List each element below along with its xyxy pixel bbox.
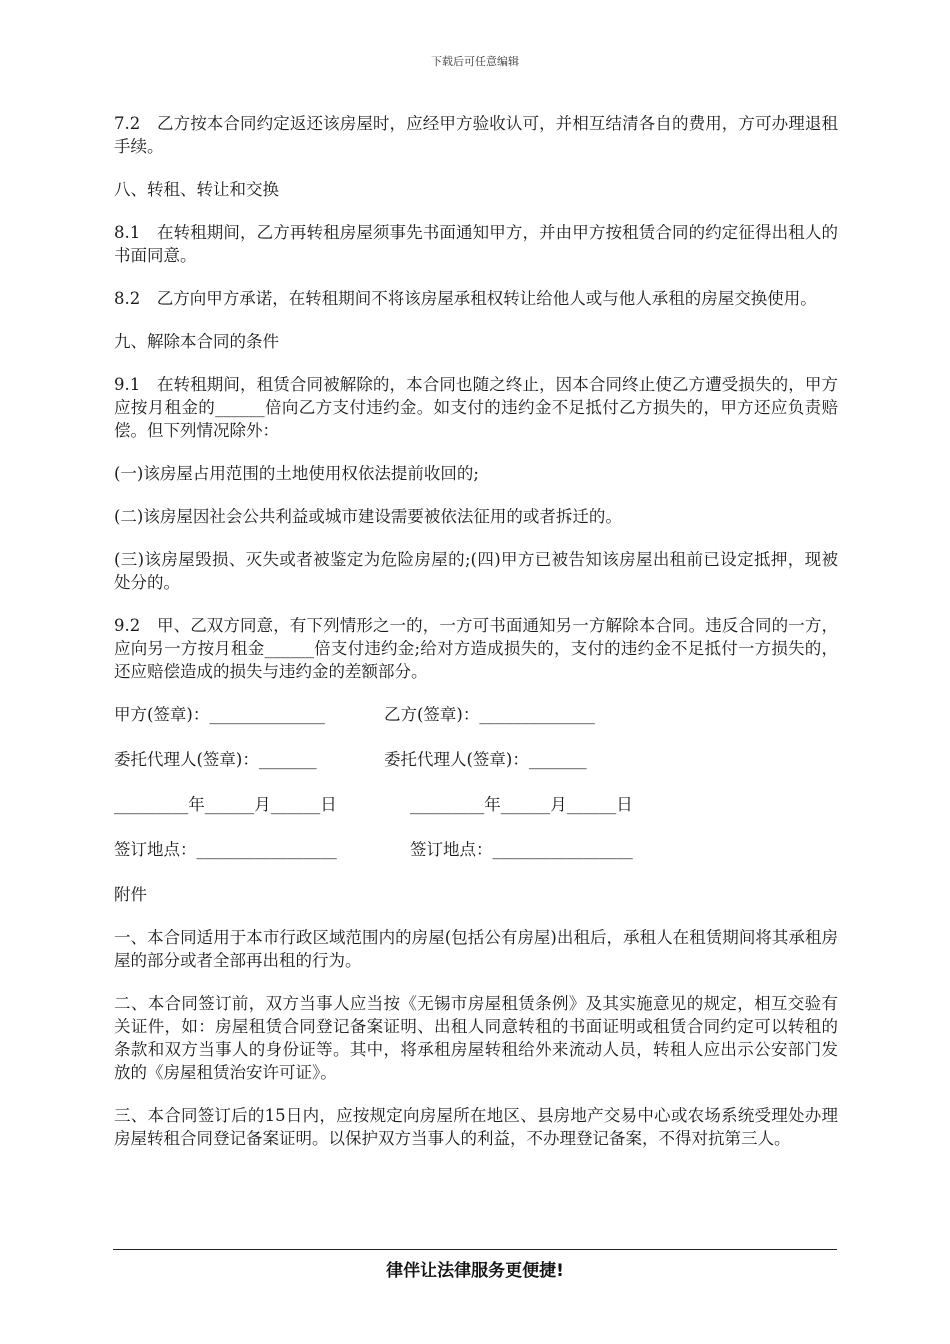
appendix-item-3: 三、本合同签订后的15日内，应按规定向房屋所在地区、县房地产交易中心或农场系统受理处办理房屋转租合同登记备案证明。以保护双方当事人的利益，不办理登记备案，不得对抗第三人。 <box>114 1106 838 1148</box>
clause-8-1: 8.1 在转租期间，乙方再转租房屋须事先书面通知甲方，并由甲方按租赁合同的约定征得出租人的书面同意。 <box>114 223 838 265</box>
exception-1: (一)该房屋占用范围的土地使用权依法提前收回的; <box>114 464 479 483</box>
clause-9-2: 9.2 甲、乙双方同意，有下列情形之一的，一方可书面通知另一方解除本合同。违反合同的一方，应向另一方按月租金______倍支付违约金;给对方造成损失的，支付的违约金不足抵付一方损失的，还应赔偿造成的损失与违约金的差额部分。 <box>114 616 838 681</box>
clause-8-2: 8.2 乙方向甲方承诺，在转租期间不将该房屋承租权转让给他人或与他人承租的房屋交换使用。 <box>114 289 817 308</box>
appendix-item-1: 一、本合同适用于本市行政区域范围内的房屋(包括公有房屋)出租后，承租人在租赁期间将其承租房屋的部分或者全部再出租的行为。 <box>114 928 838 970</box>
clause-9-1: 9.1 在转租期间，租赁合同被解除的，本合同也随之终止，因本合同终止使乙方遭受损失的，甲方应按月租金的______倍向乙方支付违约金。如支付的违约金不足抵付乙方损失的，甲方还应负责赔偿。但下列情况除外： <box>114 375 838 440</box>
appendix-item-2: 二、本合同签订前，双方当事人应当按《无锡市房屋租赁条例》及其实施意见的规定，相互交验有关证件，如：房屋租赁合同登记备案证明、出租人同意转租的书面证明或租赁合同约定可以转租的条款和双方当事人的身份证等。其中，将承租房屋转租给外来流动人员，转租人应出示公安部门发放的《房屋租赁治安许可证》。 <box>114 994 838 1082</box>
agent-a-signature: 委托代理人(签章)：_______ <box>114 750 317 769</box>
party-b-signature: 乙方(签章)：______________ <box>384 705 595 724</box>
appendix-title: 附件 <box>114 885 147 904</box>
section-heading-8: 八、转租、转让和交换 <box>114 180 279 199</box>
agent-b-signature: 委托代理人(签章)：_______ <box>384 750 587 769</box>
place-a: 签订地点：_________________ <box>114 840 337 859</box>
signature-row-agent <box>114 748 838 771</box>
page-footer: 律伴让法律服务更便捷! <box>386 1261 564 1281</box>
date-b: _________年______月______日 <box>410 795 633 814</box>
date-a: _________年______月______日 <box>114 795 337 814</box>
exception-2: (二)该房屋因社会公共利益或城市建设需要被依法征用的或者拆迁的。 <box>114 507 622 526</box>
footer-divider <box>113 1249 837 1250</box>
clause-7-2: 7.2 乙方按本合同约定返还该房屋时，应经甲方验收认可，并相互结清各自的费用，方可办理退租手续。 <box>114 114 838 156</box>
signature-row-date <box>114 793 838 816</box>
place-b: 签订地点：_________________ <box>410 840 633 859</box>
document-body <box>114 112 838 1170</box>
signature-row-place <box>114 838 838 861</box>
party-a-signature: 甲方(签章)：______________ <box>114 705 325 724</box>
exception-3: (三)该房屋毁损、灭失或者被鉴定为危险房屋的;(四)甲方已被告知该房屋出租前已设定抵押，现被处分的。 <box>114 550 838 592</box>
signature-row-party <box>114 703 838 726</box>
section-heading-9: 九、解除本合同的条件 <box>114 332 279 351</box>
page-header: 下载后可任意编辑 <box>431 55 519 68</box>
